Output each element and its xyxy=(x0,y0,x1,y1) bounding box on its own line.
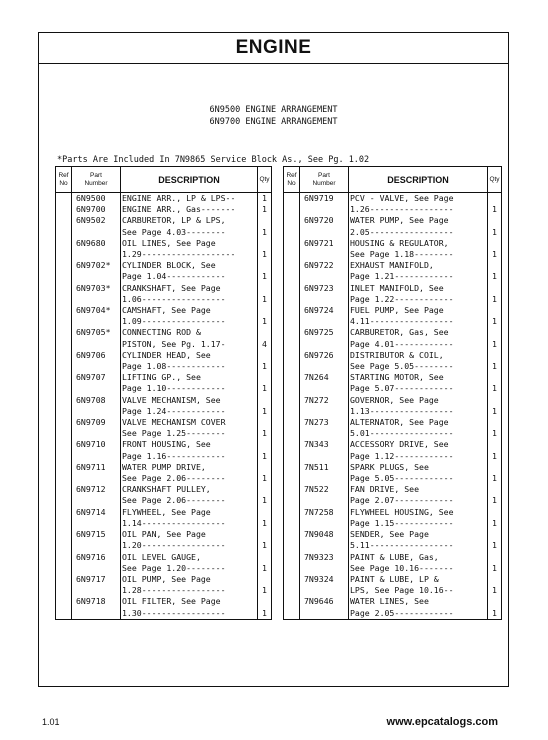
part-number-cell: 7N7258 xyxy=(300,507,349,529)
description-line-2: See Page 2.06-------- xyxy=(122,473,226,484)
ref-no-cell xyxy=(56,283,72,305)
table-row xyxy=(56,327,272,349)
ref-no-cell xyxy=(56,215,72,237)
description-cell xyxy=(349,372,488,394)
ref-no-cell xyxy=(56,484,72,506)
qty-cell: 1 xyxy=(488,215,502,237)
description-line-2: 5.01----------------- xyxy=(350,428,454,439)
part-number-cell: 6N9709 xyxy=(72,417,121,439)
part-number-cell: 6N9718 xyxy=(72,596,121,619)
table-row xyxy=(56,462,272,484)
part-number-cell: 7N273 xyxy=(300,417,349,439)
description-cell xyxy=(349,327,488,349)
table-row xyxy=(284,529,502,551)
description-line-1: OIL PUMP, See Page xyxy=(122,573,211,584)
table-row xyxy=(284,350,502,372)
description-line-1: CRANKSHAFT PULLEY, xyxy=(122,484,211,495)
qty-cell: 1 xyxy=(488,596,502,619)
description-cell xyxy=(349,439,488,461)
ref-no-header: Ref No xyxy=(56,167,72,193)
qty-cell: 1 xyxy=(258,507,272,529)
qty-cell: 1 xyxy=(258,596,272,619)
description-cell xyxy=(349,484,488,506)
description-cell xyxy=(121,372,258,394)
subheading-2: 6N9700 ENGINE ARRANGEMENT xyxy=(209,117,338,127)
qty-cell: 1 xyxy=(488,439,502,461)
description-cell xyxy=(121,484,258,506)
table-row xyxy=(56,596,272,619)
qty-cell: 1 xyxy=(488,552,502,574)
part-number-header: Part Number xyxy=(72,167,121,193)
table-row xyxy=(56,215,272,237)
part-number-cell: 7N522 xyxy=(300,484,349,506)
qty-cell: 1 xyxy=(258,574,272,596)
description-line-2: See Page 2.06-------- xyxy=(122,495,226,506)
description-line-2: Page 1.16------------ xyxy=(122,450,226,461)
ref-no-cell xyxy=(284,327,300,349)
part-number-cell: 6N9726 xyxy=(300,350,349,372)
qty-cell: 1 xyxy=(488,574,502,596)
part-number-cell: 7N9324 xyxy=(300,574,349,596)
qty-cell: 1 xyxy=(258,529,272,551)
description-cell xyxy=(349,596,488,619)
description-line-1: DISTRIBUTOR & COIL, xyxy=(350,349,444,360)
ref-no-cell xyxy=(284,484,300,506)
description-line-1: CRANKSHAFT, See Page xyxy=(122,282,221,293)
qty-cell: 1 xyxy=(488,327,502,349)
ref-no-cell xyxy=(56,372,72,394)
table-row xyxy=(56,439,272,461)
table-row xyxy=(284,507,502,529)
description-line-2: 1.30----------------- xyxy=(122,607,226,618)
parts-table-left xyxy=(55,166,272,620)
ref-no-cell xyxy=(284,507,300,529)
description-cell xyxy=(121,327,258,349)
description-cell xyxy=(349,574,488,596)
part-number-cell: 7N272 xyxy=(300,395,349,417)
part-number-cell: 6N9725 xyxy=(300,327,349,349)
table-header-row xyxy=(56,167,272,193)
table-row xyxy=(56,417,272,439)
description-line-2: Page 1.08------------ xyxy=(122,361,226,372)
description-line-2: 1.06----------------- xyxy=(122,293,226,304)
ref-no-cell xyxy=(56,439,72,461)
part-number-cell: 6N9680 xyxy=(72,238,121,260)
ref-no-cell xyxy=(56,327,72,349)
description-line-1: STARTING MOTOR, See xyxy=(350,372,444,383)
description-cell xyxy=(121,238,258,260)
parts-table-left-body xyxy=(56,193,272,620)
ref-no-cell xyxy=(284,350,300,372)
table-row xyxy=(56,372,272,394)
description-line-2: 1.09----------------- xyxy=(122,316,226,327)
description-line-2: Page 1.04------------ xyxy=(122,271,226,282)
table-row xyxy=(284,596,502,619)
description-line-2: 1.13----------------- xyxy=(350,405,454,416)
part-number-cell: 6N9703* xyxy=(72,283,121,305)
qty-cell: 1 xyxy=(258,260,272,282)
table-row xyxy=(284,574,502,596)
ref-no-cell xyxy=(56,596,72,619)
description-header: DESCRIPTION xyxy=(121,167,258,193)
table-row xyxy=(56,204,272,215)
description-line-1: GOVERNOR, See Page xyxy=(350,394,439,405)
description-line-1: EXHAUST MANIFOLD, xyxy=(350,260,434,271)
description-line-2: Page 5.07------------ xyxy=(350,383,454,394)
description-line-1: WATER PUMP, See Page xyxy=(350,215,449,226)
table-row xyxy=(56,350,272,372)
description-line-1: VALVE MECHANISM, See xyxy=(122,394,221,405)
description-line-2: See Page 10.16------- xyxy=(350,562,454,573)
catalog-page-frame xyxy=(38,32,509,687)
description-cell xyxy=(121,305,258,327)
part-number-cell: 6N9706 xyxy=(72,350,121,372)
description-cell xyxy=(349,417,488,439)
part-number-cell: 6N9714 xyxy=(72,507,121,529)
qty-cell: 1 xyxy=(258,238,272,260)
qty-header: Qty xyxy=(258,167,272,193)
table-row xyxy=(284,283,502,305)
description-line-1: CYLINDER HEAD, See xyxy=(122,349,211,360)
table-row xyxy=(56,529,272,551)
ref-no-cell xyxy=(56,204,72,215)
ref-no-header: Ref No xyxy=(284,167,300,193)
description-line-2: 1.28----------------- xyxy=(122,585,226,596)
table-row xyxy=(56,395,272,417)
ref-no-cell xyxy=(284,529,300,551)
description-cell xyxy=(349,552,488,574)
table-row xyxy=(56,283,272,305)
ref-no-cell xyxy=(56,462,72,484)
description-line-1: OIL PAN, See Page xyxy=(122,529,206,540)
table-row xyxy=(56,238,272,260)
description-cell xyxy=(349,238,488,260)
description-line-1: PAINT & LUBE, Gas, xyxy=(350,551,439,562)
qty-cell: 1 xyxy=(258,462,272,484)
description-line-2: 1.26----------------- xyxy=(350,204,454,215)
table-row xyxy=(284,439,502,461)
description-line-1: OIL LEVEL GAUGE, xyxy=(122,551,201,562)
description-line-1: OIL FILTER, See Page xyxy=(122,596,221,607)
description-cell xyxy=(349,260,488,282)
qty-cell: 1 xyxy=(488,350,502,372)
description-line-1: FLYWHEEL, See Page xyxy=(122,506,211,517)
description-cell xyxy=(121,462,258,484)
part-number-cell: 7N511 xyxy=(300,462,349,484)
ref-no-cell xyxy=(56,238,72,260)
qty-cell: 1 xyxy=(258,215,272,237)
description-line-1: ALTERNATOR, See Page xyxy=(350,417,449,428)
table-row xyxy=(284,215,502,237)
description-line-1: ACCESSORY DRIVE, See xyxy=(350,439,449,450)
description-cell xyxy=(121,529,258,551)
description-cell xyxy=(121,193,258,205)
part-number-cell: 7N343 xyxy=(300,439,349,461)
table-row xyxy=(56,574,272,596)
description-line-2: 4.11----------------- xyxy=(350,316,454,327)
description-line-2: PISTON, See Pg. 1.17- xyxy=(122,338,226,349)
part-number-cell: 7N264 xyxy=(300,372,349,394)
ref-no-cell xyxy=(284,305,300,327)
description-line-2: Page 4.01------------ xyxy=(350,338,454,349)
part-number-cell: 6N9704* xyxy=(72,305,121,327)
ref-no-cell xyxy=(284,395,300,417)
ref-no-cell xyxy=(56,193,72,205)
part-number-cell: 7N9323 xyxy=(300,552,349,574)
qty-cell: 1 xyxy=(488,305,502,327)
ref-no-cell xyxy=(284,417,300,439)
description-cell xyxy=(121,417,258,439)
table-row xyxy=(284,327,502,349)
description-cell xyxy=(121,596,258,619)
description-line-1: CARBURETOR, LP & LPS, xyxy=(122,215,226,226)
part-number-cell: 6N9500 xyxy=(72,193,121,205)
part-number-cell: 6N9724 xyxy=(300,305,349,327)
description-line-2: Page 1.10------------ xyxy=(122,383,226,394)
part-number-header: Part Number xyxy=(300,167,349,193)
part-number-cell: 6N9720 xyxy=(300,215,349,237)
description-cell xyxy=(349,529,488,551)
qty-cell: 1 xyxy=(258,417,272,439)
ref-no-cell xyxy=(56,395,72,417)
parts-table-right-body xyxy=(284,193,502,620)
description-cell xyxy=(121,507,258,529)
description-line-1: ENGINE ARR., Gas------- xyxy=(122,204,236,215)
part-number-cell: 6N9723 xyxy=(300,283,349,305)
parts-table-right xyxy=(283,166,502,620)
description-line-1: ENGINE ARR., LP & LPS-- xyxy=(122,193,236,203)
description-cell xyxy=(121,350,258,372)
qty-cell: 1 xyxy=(258,395,272,417)
description-cell xyxy=(349,215,488,237)
part-number-cell: 6N9715 xyxy=(72,529,121,551)
part-number-cell: 6N9700 xyxy=(72,204,121,215)
description-header: DESCRIPTION xyxy=(349,167,488,193)
part-number-cell: 6N9707 xyxy=(72,372,121,394)
description-line-2: 1.14----------------- xyxy=(122,517,226,528)
table-row xyxy=(284,372,502,394)
table-row xyxy=(56,552,272,574)
qty-cell: 1 xyxy=(258,439,272,461)
qty-cell: 1 xyxy=(258,372,272,394)
description-line-2: See Page 1.25-------- xyxy=(122,428,226,439)
qty-cell: 1 xyxy=(258,204,272,215)
description-line-2: Page 1.22------------ xyxy=(350,293,454,304)
description-line-1: OIL LINES, See Page xyxy=(122,237,216,248)
part-number-cell: 6N9717 xyxy=(72,574,121,596)
title-divider xyxy=(39,63,508,64)
ref-no-cell xyxy=(284,552,300,574)
description-line-1: SPARK PLUGS, See xyxy=(350,461,429,472)
description-line-1: WATER LINES, See xyxy=(350,596,429,607)
subheading-1: 6N9500 ENGINE ARRANGEMENT xyxy=(209,105,338,115)
ref-no-cell xyxy=(56,350,72,372)
description-line-1: SENDER, See Page xyxy=(350,529,429,540)
table-row xyxy=(284,417,502,439)
part-number-cell: 6N9708 xyxy=(72,395,121,417)
page-title: ENGINE xyxy=(235,37,312,58)
description-line-2: Page 2.05------------ xyxy=(350,607,454,618)
part-number-cell: 6N9721 xyxy=(300,238,349,260)
qty-cell: 1 xyxy=(488,484,502,506)
description-line-2: 1.29------------------- xyxy=(122,249,236,260)
part-number-cell: 6N9712 xyxy=(72,484,121,506)
description-line-1: HOUSING & REGULATOR, xyxy=(350,237,449,248)
table-row xyxy=(56,305,272,327)
ref-no-cell xyxy=(284,574,300,596)
qty-cell: 1 xyxy=(258,552,272,574)
description-line-1: FRONT HOUSING, See xyxy=(122,439,211,450)
part-number-cell: 6N9705* xyxy=(72,327,121,349)
qty-cell: 1 xyxy=(258,193,272,205)
part-number-cell: 6N9702* xyxy=(72,260,121,282)
ref-no-cell xyxy=(56,552,72,574)
part-number-cell: 6N9719 xyxy=(300,193,349,216)
description-line-2: Page 1.24------------ xyxy=(122,405,226,416)
description-line-1: PCV - VALVE, See Page xyxy=(350,193,454,203)
description-line-1: CONNECTING ROD & xyxy=(122,327,201,338)
description-cell xyxy=(121,552,258,574)
ref-no-cell xyxy=(284,283,300,305)
description-line-2: Page 1.15------------ xyxy=(350,517,454,528)
description-line-2: Page 1.12------------ xyxy=(350,450,454,461)
qty-cell: 1 xyxy=(488,238,502,260)
description-line-2: Page 1.21------------ xyxy=(350,271,454,282)
description-cell xyxy=(121,204,258,215)
description-line-2: Page 2.07------------ xyxy=(350,495,454,506)
table-row xyxy=(284,193,502,216)
qty-cell: 1 xyxy=(258,350,272,372)
table-row xyxy=(56,260,272,282)
description-line-2: 5.11----------------- xyxy=(350,540,454,551)
part-number-cell: 6N9710 xyxy=(72,439,121,461)
description-line-1: FUEL PUMP, See Page xyxy=(350,305,444,316)
description-line-1: VALVE MECHANISM COVER xyxy=(122,417,226,428)
qty-header: Qty xyxy=(488,167,502,193)
ref-no-cell xyxy=(56,529,72,551)
description-line-1: CYLINDER BLOCK, See xyxy=(122,260,216,271)
part-number-cell: 6N9711 xyxy=(72,462,121,484)
ref-no-cell xyxy=(284,238,300,260)
table-row xyxy=(284,395,502,417)
ref-no-cell xyxy=(56,507,72,529)
part-number-cell: 7N9048 xyxy=(300,529,349,551)
ref-no-cell xyxy=(284,596,300,619)
ref-no-cell xyxy=(284,372,300,394)
table-row xyxy=(284,552,502,574)
table-row xyxy=(284,305,502,327)
table-row xyxy=(284,238,502,260)
description-cell xyxy=(349,283,488,305)
site-watermark: www.epcatalogs.com xyxy=(386,716,498,728)
qty-cell: 1 xyxy=(488,283,502,305)
description-line-1: LIFTING GP., See xyxy=(122,372,201,383)
description-line-1: INLET MANIFOLD, See xyxy=(350,282,444,293)
ref-no-cell xyxy=(56,260,72,282)
description-line-1: PAINT & LUBE, LP & xyxy=(350,573,439,584)
qty-cell: 1 xyxy=(488,395,502,417)
description-cell xyxy=(349,395,488,417)
description-cell xyxy=(349,193,488,216)
part-number-cell: 6N9502 xyxy=(72,215,121,237)
table-row xyxy=(284,462,502,484)
table-row xyxy=(56,507,272,529)
table-row xyxy=(284,484,502,506)
qty-cell: 4 xyxy=(258,327,272,349)
ref-no-cell xyxy=(284,215,300,237)
description-line-2: See Page 1.20-------- xyxy=(122,562,226,573)
description-line-2: Page 5.05------------ xyxy=(350,473,454,484)
service-block-note: *Parts Are Included In 7N9865 Service Block As., See Pg. 1.02 xyxy=(57,155,370,165)
part-number-cell: 6N9722 xyxy=(300,260,349,282)
qty-cell: 1 xyxy=(488,193,502,216)
description-cell xyxy=(349,507,488,529)
description-cell xyxy=(349,462,488,484)
qty-cell: 1 xyxy=(488,462,502,484)
description-line-2: See Page 1.18-------- xyxy=(350,249,454,260)
description-cell xyxy=(121,283,258,305)
description-line-2: 2.05----------------- xyxy=(350,226,454,237)
ref-no-cell xyxy=(56,417,72,439)
part-number-cell: 7N9646 xyxy=(300,596,349,619)
description-cell xyxy=(121,574,258,596)
table-row xyxy=(56,484,272,506)
table-row xyxy=(56,193,272,205)
description-line-1: WATER PUMP DRIVE, xyxy=(122,461,206,472)
ref-no-cell xyxy=(56,305,72,327)
ref-no-cell xyxy=(284,193,300,216)
description-cell xyxy=(349,350,488,372)
description-line-1: CARBURETOR, Gas, See xyxy=(350,327,449,338)
ref-no-cell xyxy=(284,462,300,484)
description-cell xyxy=(121,395,258,417)
ref-no-cell xyxy=(284,260,300,282)
qty-cell: 1 xyxy=(488,260,502,282)
description-cell xyxy=(121,215,258,237)
description-line-2: See Page 4.03-------- xyxy=(122,226,226,237)
part-number-cell: 6N9716 xyxy=(72,552,121,574)
table-header-row xyxy=(284,167,502,193)
qty-cell: 1 xyxy=(488,372,502,394)
qty-cell: 1 xyxy=(488,417,502,439)
description-line-1: CAMSHAFT, See Page xyxy=(122,305,211,316)
qty-cell: 1 xyxy=(258,283,272,305)
ref-no-cell xyxy=(284,439,300,461)
table-row xyxy=(284,260,502,282)
description-line-2: See Page 5.05-------- xyxy=(350,361,454,372)
description-cell xyxy=(121,260,258,282)
description-line-1: FLYWHEEL HOUSING, See xyxy=(350,506,454,517)
description-line-2: LPS, See Page 10.16-- xyxy=(350,585,454,596)
qty-cell: 1 xyxy=(258,484,272,506)
qty-cell: 1 xyxy=(488,529,502,551)
qty-cell: 1 xyxy=(488,507,502,529)
description-cell xyxy=(349,305,488,327)
ref-no-cell xyxy=(56,574,72,596)
description-cell xyxy=(121,439,258,461)
page-number: 1.01 xyxy=(42,717,60,727)
qty-cell: 1 xyxy=(258,305,272,327)
description-line-2: 1.20----------------- xyxy=(122,540,226,551)
description-line-1: FAN DRIVE, See xyxy=(350,484,420,495)
